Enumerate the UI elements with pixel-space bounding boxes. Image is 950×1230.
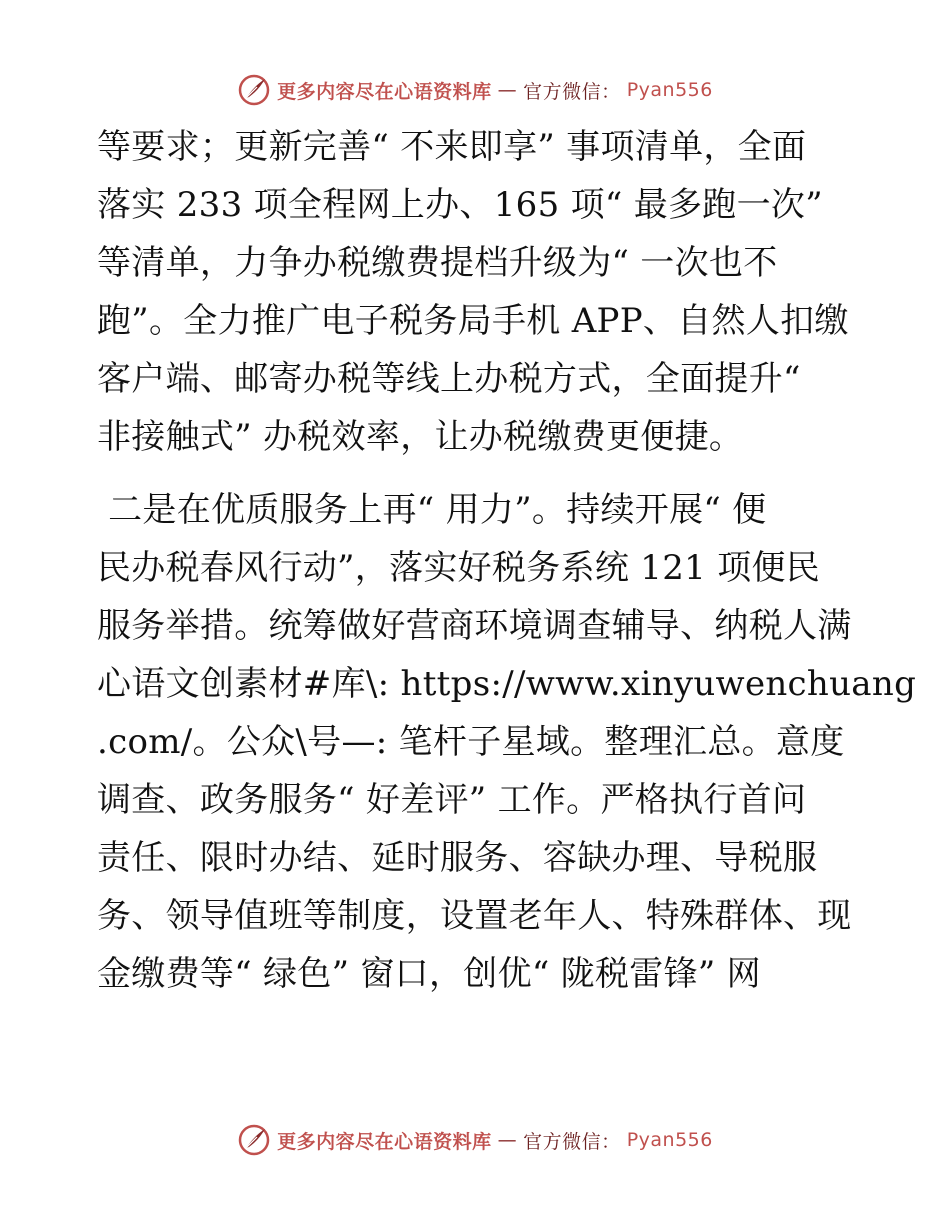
text-line: 等要求；更新完善“ 不来即享” 事项清单，全面 [97,127,807,167]
text-line: 金缴费等“ 绿色” 窗口，创优“ 陇税雷锋” 网 [97,954,761,994]
feather-pen-logo-icon [237,1123,271,1157]
text-line: 责任、限时办结、延时服务、容缺办理、导税服 [97,838,818,878]
banner-wechat-id: Pyan556 [626,79,713,101]
banner-wechat-label: 官方微信： [523,1130,621,1153]
banner-main-text: 更多内容尽在心语资料库 [277,80,492,103]
text-line: 心语文创素材#库\: https://www.xinyuwenchuang [97,664,917,704]
text-line: 民办税春风行动”，落实好税务系统 121 项便民 [97,548,821,588]
paragraph-gap [97,466,857,481]
header-banner [0,70,950,110]
text-line: 跑”。全力推广电子税务局手机 APP、自然人扣缴 [97,301,849,341]
banner-dash: — [497,1129,518,1151]
document-body [97,118,917,1003]
text-line: 务、领导值班等制度，设置老年人、特殊群体、现 [97,896,852,936]
banner-wechat-id: Pyan556 [626,1129,713,1151]
footer-banner [0,1120,950,1160]
banner-main-text: 更多内容尽在心语资料库 [277,1130,492,1153]
text-line: 客户端、邮寄办税等线上办税方式，全面提升“ [97,359,801,399]
text-line: 服务举措。统筹做好营商环境调查辅导、纳税人满 [97,606,852,646]
text-line: .com/。公众\号—: 笔杆子星域。整理汇总。意度 [97,722,845,762]
text-line: 落实 233 项全程网上办、165 项“ 最多跑一次” [97,185,823,225]
paragraph-1 [97,118,857,466]
feather-pen-logo-icon [237,73,271,107]
paragraph-2 [97,481,917,1003]
text-line: 非接触式” 办税效率，让办税缴费更便捷。 [97,417,744,457]
banner-dash: — [497,79,518,101]
text-line: 二是在优质服务上再“ 用力”。持续开展“ 便 [97,490,767,530]
text-line: 调查、政务服务“ 好差评” 工作。严格执行首问 [97,780,807,820]
text-line: 等清单，力争办税缴费提档升级为“ 一次也不 [97,243,778,283]
banner-wechat-label: 官方微信： [523,80,621,103]
